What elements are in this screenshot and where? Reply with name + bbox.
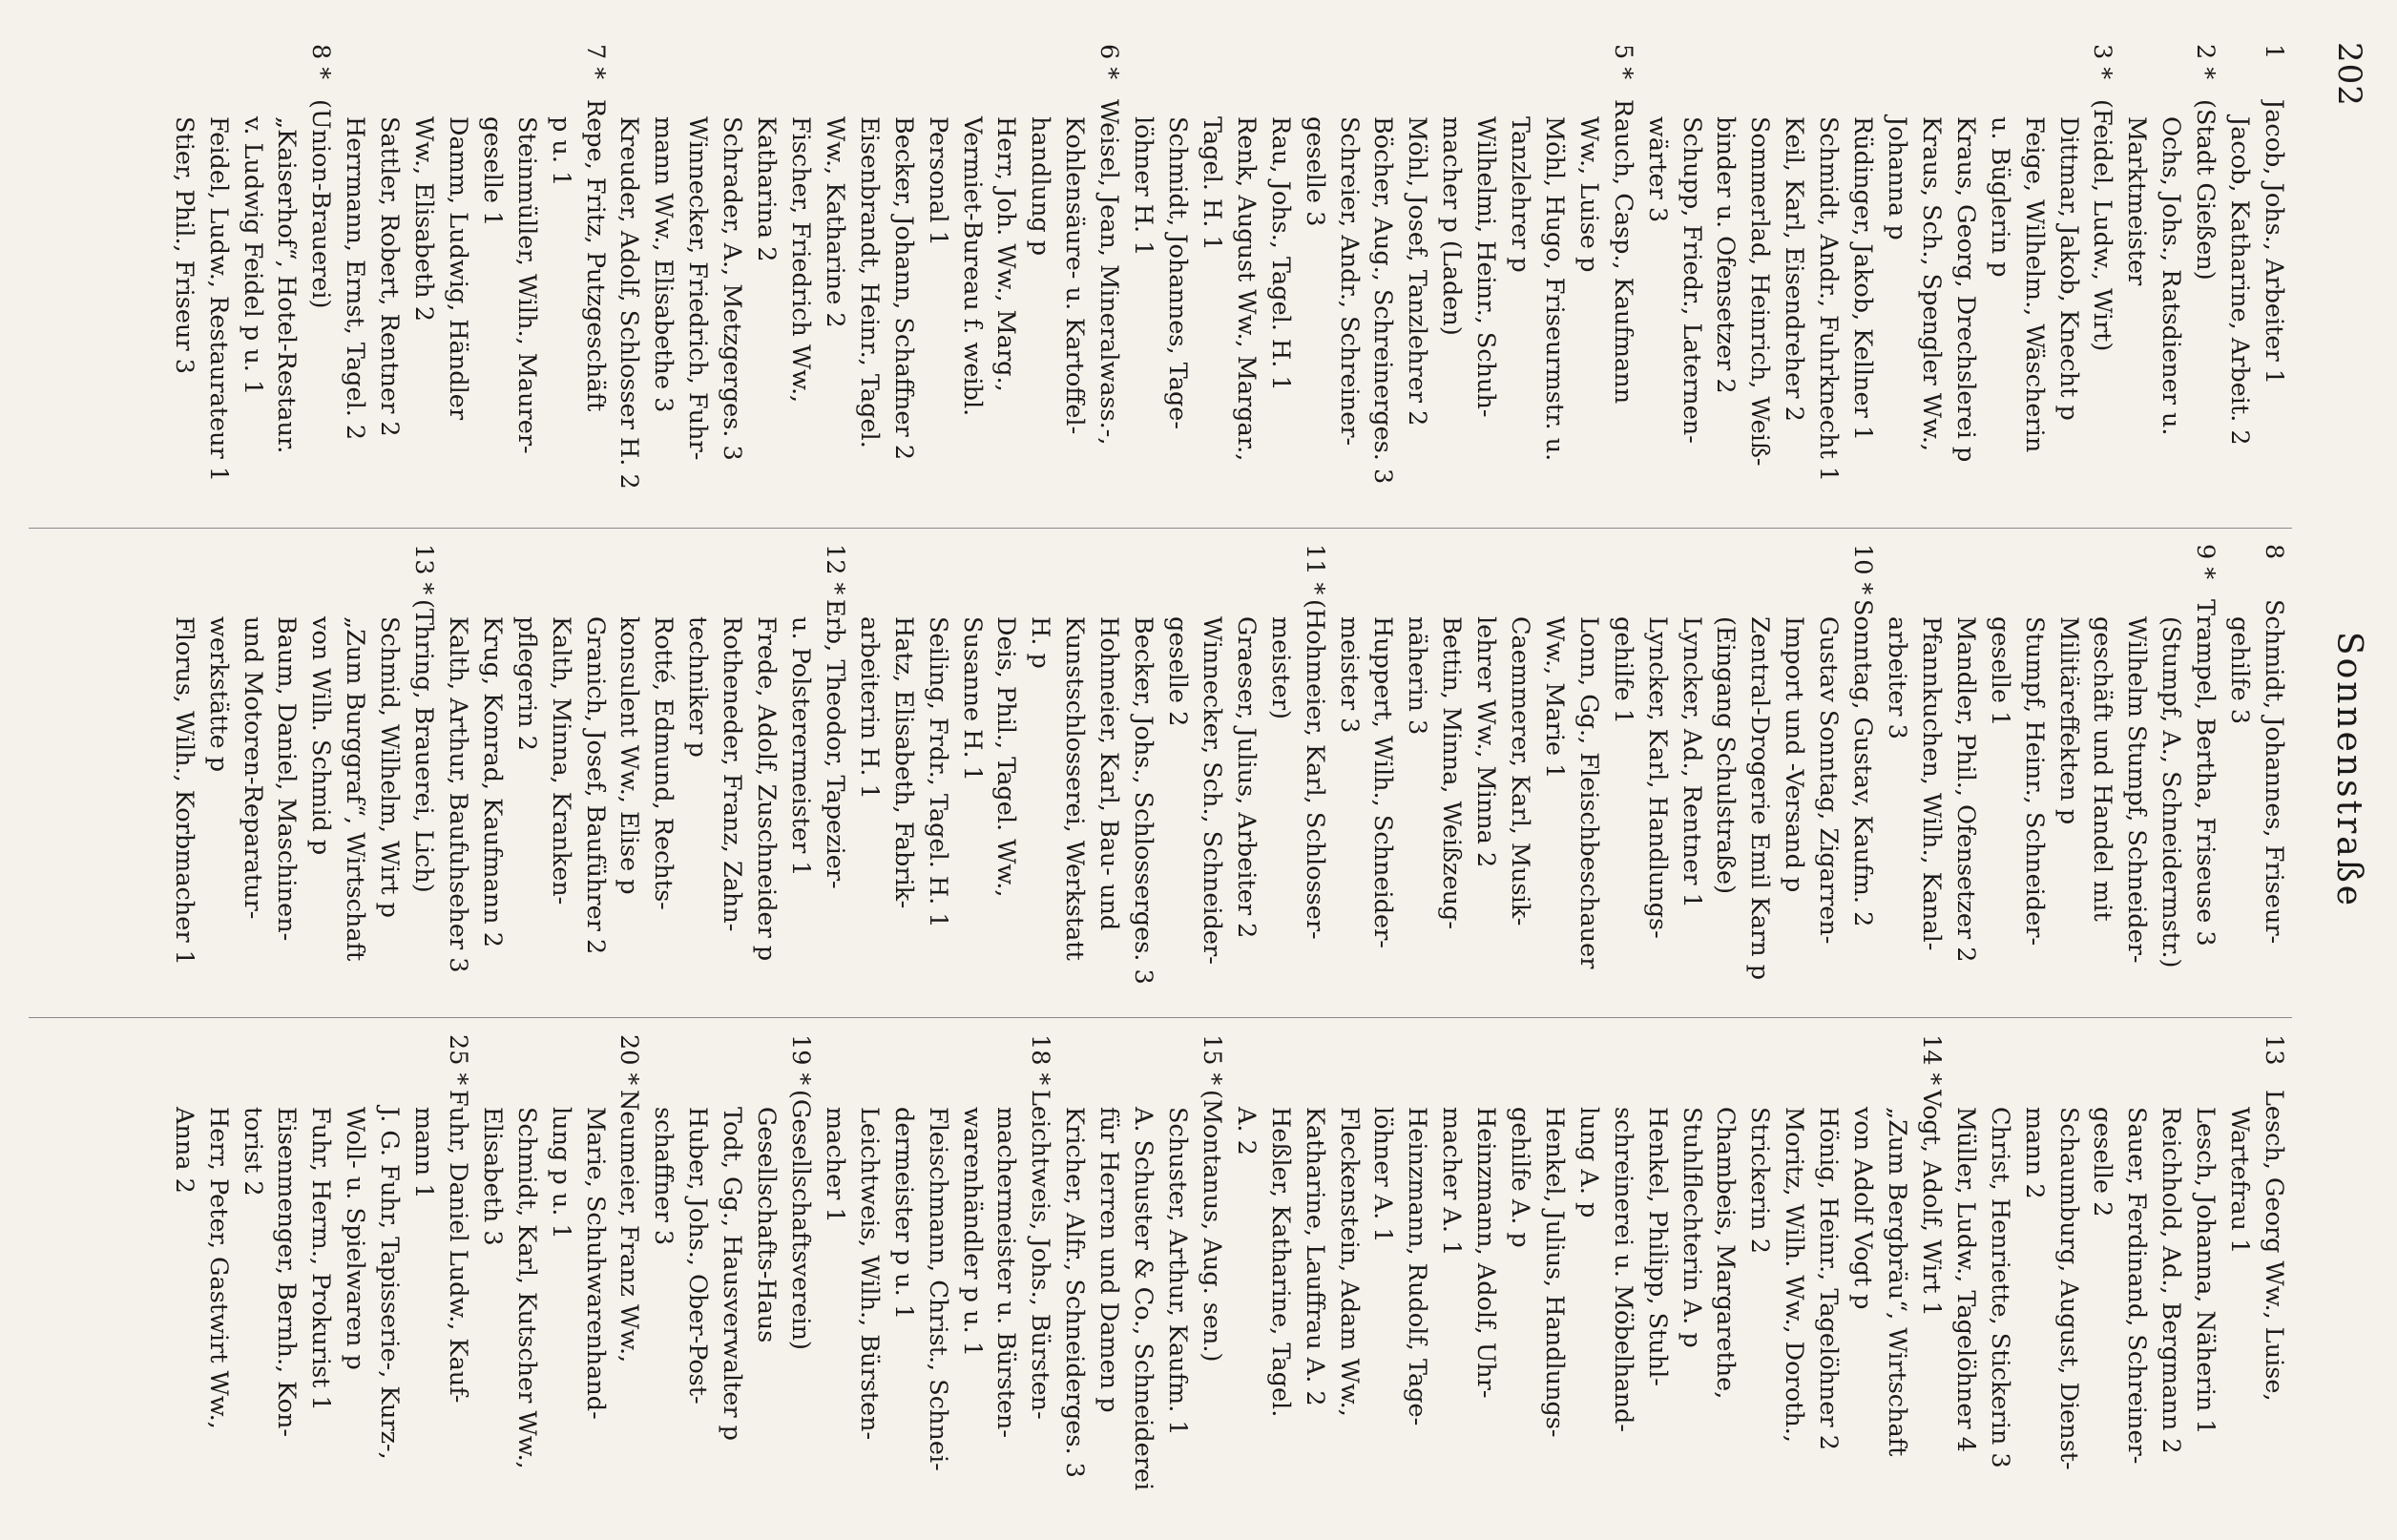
house-entry xyxy=(474,1034,646,1498)
entry-line: Huppert, Wilh., Schneider- xyxy=(1368,616,1398,948)
entry-line: Stuhlflechterin A. p xyxy=(1677,1107,1706,1348)
entry-line: „Kaiserhof“, Hotel-Restaur. xyxy=(272,116,302,454)
house-entry xyxy=(1948,1034,2290,1498)
entry-line: Trampel, Bertha, Friseuse 3 xyxy=(2191,599,2220,947)
house-entry xyxy=(1056,1034,1228,1498)
entry-line: techniker p xyxy=(683,616,713,758)
entry-line: gehilfe A. p xyxy=(1506,1107,1535,1248)
entry-line: torist 2 xyxy=(238,1107,267,1197)
house-entry xyxy=(2221,44,2290,508)
house-number: 11 * xyxy=(1300,544,1329,595)
entry-line: Sonntag, Gustav, Kaufm. 2 xyxy=(1848,599,1878,927)
entry-line: Gesellschafts-Haus xyxy=(752,1107,782,1343)
entry-line: pflegerin 2 xyxy=(511,616,541,751)
house-entry xyxy=(2221,544,2290,1008)
entry-line: Sommerlad, Heinrich, Weiß- xyxy=(1745,116,1775,467)
entry-line: löhner A. 1 xyxy=(1368,1107,1398,1243)
entry-line: Becker, Johann, Schaffner 2 xyxy=(888,116,918,461)
entry-line: Fleckenstein, Adam Ww., xyxy=(1334,1107,1364,1417)
entry-line: Keil, Karl, Eisendreher 2 xyxy=(1780,116,1809,422)
page-number: 202 xyxy=(2330,42,2368,107)
entry-line: Jacob, Katharine, Arbeit. 2 xyxy=(2225,116,2255,446)
entry-line: Stumpf, Heinr., Schneider- xyxy=(2019,616,2049,947)
entry-line: Schmidt, Johannes, Tage- xyxy=(1163,116,1192,429)
house-number: 8 * xyxy=(306,44,336,80)
entry-line: geselle 3 xyxy=(1300,116,1329,227)
entry-line: geselle 2 xyxy=(1163,616,1192,727)
entry-line: gehilfe 1 xyxy=(1608,616,1637,725)
entry-line: „Zum Burggraf“, Wirtschaft xyxy=(341,616,370,962)
house-number: 9 * xyxy=(2191,544,2220,580)
entry-line: Winnecker, Sch., Schneider- xyxy=(1197,616,1226,965)
house-entry xyxy=(646,1034,818,1498)
entry-line: Frede, Adolf, Zuschneider p xyxy=(752,616,782,962)
entry-line: Jacob, Johs., Arbeiter 1 xyxy=(2260,99,2288,385)
column-divider xyxy=(29,528,2292,529)
entry-line: Florus, Wilh., Korbmacher 1 xyxy=(169,616,198,966)
entry-line: macher 1 xyxy=(820,1107,849,1223)
entry-line: Renk, August Ww., Margar., xyxy=(1231,116,1261,462)
entry-line: Schrader, A., Metzgerges. 3 xyxy=(718,116,747,461)
entry-line: Krug, Konrad, Kaufmann 2 xyxy=(477,616,507,947)
house-entry xyxy=(1331,544,1880,1008)
entry-line: Kraus, Sch., Spengler Ww., xyxy=(1916,116,1946,452)
entry-line: gehilfe 3 xyxy=(2225,616,2255,725)
entry-line: Leichtweis, Johs., Bürsten- xyxy=(1026,1090,1055,1420)
entry-line: A. Schuster & Co., Schneiderei xyxy=(1129,1107,1158,1491)
entry-line: Müller, Ludw., Tagelöhner 4 xyxy=(1950,1107,1980,1452)
house-number: 19 * xyxy=(786,1034,816,1086)
column-right xyxy=(166,1034,2290,1498)
entry-line: Kreuder, Adolf, Schlosser H. 2 xyxy=(615,116,644,489)
house-number: 13 * xyxy=(409,544,439,595)
entry-line: J. G. Fuhr, Tapisserie-, Kurz-, xyxy=(375,1107,405,1460)
entry-line: werkstätte p xyxy=(203,616,233,773)
entry-line: Hönig, Heinr., Tagelöhner 2 xyxy=(1814,1107,1844,1450)
street-heading: Sonnenstraße xyxy=(2329,631,2368,909)
entry-line: Lesch, Georg Ww., Luise, xyxy=(2260,1090,2288,1402)
entry-line: Eisenbrandt, Heinr., Tagel. xyxy=(854,116,884,448)
entry-line: Kohlensäure- u. Kartoffel- xyxy=(1060,116,1090,435)
entry-line: v. Ludwig Feidel p u. 1 xyxy=(238,116,267,396)
house-number: 6 * xyxy=(1094,44,1124,80)
entry-line: konsulent Ww., Elise p xyxy=(615,616,644,895)
entry-line: Huber, Johs., Ober-Post- xyxy=(683,1107,713,1405)
house-number: 2 * xyxy=(2191,44,2220,80)
entry-line: „Zum Bergbräu“, Wirtschaft xyxy=(1883,1107,1912,1457)
entry-line: macher A. 1 xyxy=(1437,1107,1467,1257)
entry-line: Granich, Josef, Bauführer 2 xyxy=(580,616,610,955)
house-entry xyxy=(1125,44,1639,508)
entry-line: Johanna p xyxy=(1883,116,1912,240)
house-entry xyxy=(2118,44,2221,508)
entry-line: geselle 1 xyxy=(1985,616,2014,727)
entry-line: Katharina 2 xyxy=(752,116,782,262)
entry-line: Feidel, Ludw., Restaurateur 1 xyxy=(203,116,233,483)
entry-line: für Herren und Damen p xyxy=(1094,1107,1124,1413)
entry-line: und Motoren-Reparatur- xyxy=(238,616,267,920)
house-number: 18 * xyxy=(1026,1034,1055,1086)
entry-line: Mandler, Phil., Ofensetzer 2 xyxy=(1950,616,1980,963)
entry-line: Vogt, Adolf, Wirt 1 xyxy=(1916,1090,1946,1317)
entry-line: Fischer, Friedrich Ww., xyxy=(786,116,816,404)
entry-line: Marktmeister xyxy=(2122,116,2152,286)
entry-line: Kalth, Minna, Kranken- xyxy=(546,616,575,905)
house-entry xyxy=(166,1034,474,1498)
entry-line: schaffner 3 xyxy=(649,1107,678,1246)
entry-line: Kraus, Georg, Drechslerei p xyxy=(1950,116,1980,463)
entry-line: handlung p xyxy=(1026,116,1055,257)
entry-line: (Thring, Brauerei, Lich) xyxy=(409,599,439,893)
column-divider xyxy=(29,1017,2292,1018)
entry-line: warenhändler p u. 1 xyxy=(957,1107,987,1357)
entry-line: (Gesellschaftsverein) xyxy=(786,1090,816,1350)
entry-line: Fuhr, Daniel Ludw., Kauf- xyxy=(443,1090,472,1404)
house-entry xyxy=(1879,544,2221,1008)
entry-line: Vermiet-Bureau f. weibl. xyxy=(957,116,987,417)
entry-line: Repe, Fritz, Putzgeschäft xyxy=(580,99,610,412)
entry-line: Weisel, Jean, Mineralwass.-, xyxy=(1094,99,1124,446)
entry-line: Schmidt, Karl, Kutscher Ww., xyxy=(511,1107,541,1469)
house-number: 12 * xyxy=(820,544,849,595)
entry-line: von Adolf Vogt p xyxy=(1848,1107,1878,1310)
entry-line: binder u. Ofensetzer 2 xyxy=(1711,116,1740,394)
entry-line: Feige, Wilhelm., Wäscherin xyxy=(2019,116,2049,453)
entry-line: (Stadt Gießen) xyxy=(2191,99,2220,281)
entry-line: Neumeier, Franz Ww., xyxy=(615,1090,644,1363)
entry-line: Seiling, Frdr., Tagel. H. 1 xyxy=(923,616,952,928)
entry-line: H. p xyxy=(1026,616,1055,669)
entry-line: Steinmüller, Wilh., Maurer- xyxy=(511,116,541,454)
house-number: 3 * xyxy=(2088,44,2117,80)
entry-line: geselle 1 xyxy=(477,116,507,227)
entry-line: Rau, Johs., Tagel. H. 1 xyxy=(1265,116,1295,391)
house-number: 1 xyxy=(2260,44,2288,60)
entry-line: Herr, Joh. Ww., Marg., xyxy=(991,116,1021,392)
entry-line: Lesch, Johanna, Näherin 1 xyxy=(2191,1107,2220,1435)
entry-line: Ww., Elisabeth 2 xyxy=(409,116,439,322)
entry-line: Schupp, Friedr., Laternen- xyxy=(1677,116,1706,444)
house-number: 14 * xyxy=(1916,1034,1946,1086)
entry-line: Caemmerer, Karl, Musik- xyxy=(1506,616,1535,926)
entry-line: Anna 2 xyxy=(169,1107,198,1194)
entry-line: Heßler, Katharine, Tagel. xyxy=(1265,1107,1295,1418)
entry-line: (Feidel, Ludw., Wirt) xyxy=(2088,99,2117,352)
entry-line: Susanne H. 1 xyxy=(957,616,987,781)
entry-line: Todt, Gg., Hausverwalter p xyxy=(718,1107,747,1441)
entry-line: lung p u. 1 xyxy=(546,1107,575,1239)
house-number: 10 * xyxy=(1848,544,1878,595)
entry-line: Marie, Schuhwarenhand- xyxy=(580,1107,610,1420)
entry-line: Pfannkuchen, Wilh., Kanal- xyxy=(1916,616,1946,951)
entry-line: meister 3 xyxy=(1334,616,1364,734)
column-middle xyxy=(166,544,2290,1008)
entry-line: (Montanus, Aug. sen.) xyxy=(1197,1090,1226,1363)
house-entry xyxy=(851,544,1331,1008)
entry-line: Baum, Daniel, Maschinen- xyxy=(272,616,302,942)
entry-line: Kunstschlosserei, Werkstatt xyxy=(1060,616,1090,961)
entry-line: Winnecker, Friedrich, Fuhr- xyxy=(683,116,713,461)
entry-line: Damm, Ludwig, Händler xyxy=(443,116,472,421)
entry-line: machermeister u. Bürsten- xyxy=(991,1107,1021,1438)
entry-line: Militäreffekten p xyxy=(2053,616,2083,825)
entry-line: Tanzlehrer p xyxy=(1506,116,1535,273)
entry-line: Personal 1 xyxy=(923,116,952,246)
entry-line: Ww., Marie 1 xyxy=(1539,616,1569,780)
entry-line: Import und -Versand p xyxy=(1780,616,1809,893)
entry-line: Stier, Phil., Friseur 3 xyxy=(169,116,198,374)
entry-line: Eisenmenger, Bernh., Kon- xyxy=(272,1107,302,1438)
house-entry xyxy=(612,44,1126,508)
entry-line: Wilhelm Stumpf, Schneider- xyxy=(2122,616,2152,964)
entry-line: Heinzmann, Adolf, Uhr- xyxy=(1471,1107,1501,1399)
entry-line: Schreier, Andr., Schreiner- xyxy=(1334,116,1364,447)
entry-line: Schuster, Arthur, Kaufm. 1 xyxy=(1163,1107,1192,1436)
entry-line: Wilhelmi, Heinr., Schuh- xyxy=(1471,116,1501,418)
entry-line: schreinerei u. Möbelhand- xyxy=(1608,1107,1637,1432)
entry-line: geschäft und Handel mit xyxy=(2088,616,2117,922)
entry-line: u. Büglerin p xyxy=(1985,116,2014,278)
entry-line: Fleischmann, Christ., Schnei- xyxy=(923,1107,952,1471)
house-entry xyxy=(440,544,851,1008)
house-number: 8 xyxy=(2260,544,2288,560)
column-left xyxy=(166,44,2290,508)
entry-line: Strickerin 2 xyxy=(1745,1107,1775,1254)
entry-line: Ochs, Johs., Ratsdiener u. xyxy=(2157,116,2186,436)
entry-line: Chambeis, Margarethe, xyxy=(1711,1107,1740,1400)
entry-line: Dittmar, Jakob, Knecht p xyxy=(2053,116,2083,421)
house-entry xyxy=(337,44,611,508)
house-number: 13 xyxy=(2260,1034,2288,1066)
entry-line: Lonn, Gg., Fleischbeschauer xyxy=(1574,616,1603,969)
entry-line: Schmid, Wilhelm, Wirt p xyxy=(375,616,405,918)
entry-line: Möhl, Josef, Tanzlehrer 2 xyxy=(1403,116,1432,427)
entry-line: Elisabeth 3 xyxy=(477,1107,507,1246)
entry-line: arbeiter 3 xyxy=(1883,616,1912,739)
entry-line: mann 2 xyxy=(2019,1107,2049,1199)
entry-line: Ww., Luise p xyxy=(1574,116,1603,273)
house-entry xyxy=(817,1034,1056,1498)
entry-line: p u. 1 xyxy=(546,116,575,187)
entry-line: Schmidt, Johannes, Friseur- xyxy=(2260,599,2288,945)
entry-line: lung A. p xyxy=(1574,1107,1603,1218)
entry-line: Rauch, Casp., Kaufmann xyxy=(1608,99,1637,405)
entry-line: löhner H. 1 xyxy=(1129,116,1158,257)
entry-line: arbeiterin H. 1 xyxy=(854,616,884,800)
entry-line: wärter 3 xyxy=(1642,116,1672,223)
entry-line: Lyncker, Ad., Rentner 1 xyxy=(1677,616,1706,908)
house-number: 5 * xyxy=(1608,44,1637,80)
entry-line: Christ, Henriette, Stickerin 3 xyxy=(1985,1107,2014,1468)
entry-line: Reichhold, Ad., Bergmann 2 xyxy=(2157,1107,2186,1454)
entry-line: meister) xyxy=(1265,616,1295,719)
entry-line: (Eingang Schulstraße) xyxy=(1711,616,1740,895)
entry-line: Wartefrau 1 xyxy=(2225,1107,2255,1255)
entry-line: Tagel. H. 1 xyxy=(1197,116,1226,251)
entry-line: näherin 3 xyxy=(1403,616,1432,736)
entry-line: Fuhr, Herm., Prokurist 1 xyxy=(306,1107,336,1411)
entry-line: Henkel, Philipp, Stuhl- xyxy=(1642,1107,1672,1386)
entry-line: Sattler, Robert, Rentner 2 xyxy=(375,116,405,437)
entry-line: (Hohmeier, Karl, Schlosser- xyxy=(1300,599,1329,940)
entry-line: Rüdinger, Jakob, Kellner 1 xyxy=(1848,116,1878,442)
entry-line: macher p (Laden) xyxy=(1437,116,1467,336)
entry-line: lehrer Ww., Minna 2 xyxy=(1471,616,1501,868)
entry-line: Lyncker, Karl, Handlungs- xyxy=(1642,616,1672,939)
entry-line: mann Ww., Elisabethe 3 xyxy=(649,116,678,413)
entry-line: Gustav Sonntag, Zigarren- xyxy=(1814,616,1844,945)
entry-line: Schaumburg, August, Dienst- xyxy=(2053,1107,2083,1470)
entry-line: Kricher, Alfr., Schneiderges. 3 xyxy=(1060,1107,1090,1478)
entry-line: von Wilh. Schmid p xyxy=(306,616,336,856)
entry-line: Heinzmann, Rudolf, Tage- xyxy=(1403,1107,1432,1426)
entry-line: Deis, Phil., Tagel. Ww., xyxy=(991,616,1021,898)
entry-line: Rotté, Edmund, Rechts- xyxy=(649,616,678,910)
house-entry xyxy=(166,44,338,508)
entry-line: Sauer, Ferdinand, Schreiner- xyxy=(2122,1107,2152,1465)
entry-line: Hohmeier, Karl, Bau- und xyxy=(1094,616,1124,931)
entry-line: Böcher, Aug., Schreinerges. 3 xyxy=(1368,116,1398,485)
house-entry xyxy=(1639,44,2119,508)
entry-line: Schmidt, Andr., Fuhrknecht 1 xyxy=(1814,116,1844,483)
entry-line: Erb, Theodor, Tapezier- xyxy=(820,599,849,889)
entry-line: Moritz, Wilh. Ww., Doroth., xyxy=(1780,1107,1809,1443)
entry-line: (Union-Brauerei) xyxy=(306,99,336,309)
entry-line: A. 2 xyxy=(1231,1107,1261,1155)
house-number: 15 * xyxy=(1197,1034,1226,1086)
entry-line: dermeister p u. 1 xyxy=(888,1107,918,1321)
entry-line: Henkel, Julius, Handlungs- xyxy=(1539,1107,1569,1438)
entry-line: u. Polsterermeister 1 xyxy=(786,616,816,877)
entry-line: Bettin, Minna, Weißzeug- xyxy=(1437,616,1467,929)
entry-line: Möhl, Hugo, Friseurmstr. u. xyxy=(1539,116,1569,462)
entry-line: Graeser, Julius, Arbeiter 2 xyxy=(1231,616,1261,939)
entry-line: Herrmann, Ernst, Tagel. 2 xyxy=(341,116,370,441)
house-number: 20 * xyxy=(615,1034,644,1086)
entry-line: Rotheneder, Franz, Zahn- xyxy=(718,616,747,932)
entry-line: Leichtweis, Wilh., Bürsten- xyxy=(854,1107,884,1441)
entry-line: Herr, Peter, Gastwirt Ww., xyxy=(203,1107,233,1429)
entry-line: Ww., Katharine 2 xyxy=(820,116,849,328)
house-number: 25 * xyxy=(443,1034,472,1086)
entry-line: mann 1 xyxy=(409,1107,439,1199)
house-entry xyxy=(166,544,440,1008)
entry-line: Woll- u. Spielwaren p xyxy=(341,1107,370,1370)
entry-line: (Stumpf, A., Schneidermstr.) xyxy=(2157,616,2186,968)
entry-line: Hatz, Elisabeth, Fabrik- xyxy=(888,616,918,909)
entry-line: Becker, Johs., Schlosserges. 3 xyxy=(1129,616,1158,985)
entry-line: Zentral-Drogerie Emil Karn p xyxy=(1745,616,1775,981)
entry-line: geselle 2 xyxy=(2088,1107,2117,1217)
entry-line: Kalth, Arthur, Baufuhseher 3 xyxy=(443,616,472,973)
entry-line: Katharine, Lauffrau A. 2 xyxy=(1300,1107,1329,1406)
house-number: 7 * xyxy=(580,44,610,80)
house-entry xyxy=(1228,1034,1948,1498)
